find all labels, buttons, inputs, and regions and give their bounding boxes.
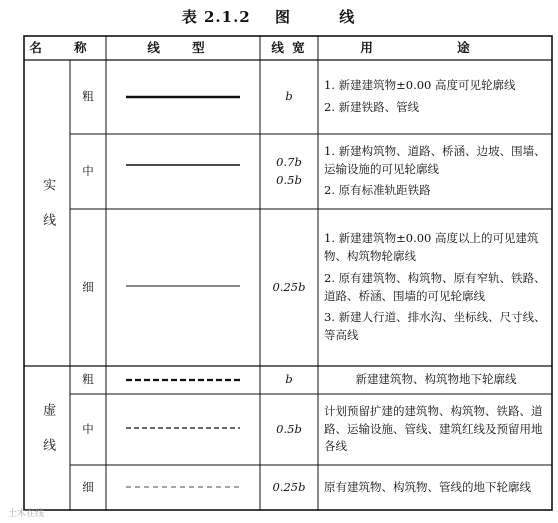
usage-cell <box>324 366 548 394</box>
usage-cell <box>324 465 548 510</box>
width-cell: 0.25b <box>272 279 306 294</box>
weight-cell: 中 <box>82 421 94 436</box>
table-number: 表 2.1.2 <box>181 8 251 26</box>
width-cell: 0.5b <box>276 421 302 436</box>
usage-item: 原有建筑物、构筑物、管线的地下轮廓线 <box>324 479 531 494</box>
watermark: 土木在线 <box>8 509 45 519</box>
width-value: 0.5b <box>276 172 302 187</box>
usage-cell <box>324 209 548 366</box>
table-title: 图 线 <box>274 8 377 26</box>
dashed-group <box>24 366 70 510</box>
weight-cell: 粗 <box>82 372 94 387</box>
width-cell: 0.25b <box>272 479 306 494</box>
header-usage: 用 途 <box>360 40 510 56</box>
solid-label: 实线 <box>40 178 56 248</box>
usage-item: 1. 新建建筑物±0.00 高度可见轮廓线 <box>324 78 516 93</box>
width-cell: b <box>285 372 293 387</box>
usage-item: 2. 原有建筑物、构筑物、原有窄轨、铁路、道路、桥涵、围墙的可见轮廓线 <box>324 270 546 303</box>
header-line-type: 线 型 <box>147 40 219 56</box>
usage-cell <box>324 60 548 134</box>
usage-cell <box>324 394 548 465</box>
usage-item: 2. 原有标准轨距铁路 <box>324 183 431 198</box>
usage-item: 2. 新建铁路、管线 <box>324 100 420 114</box>
usage-item: 3. 新建人行道、排水沟、坐标线、尺寸线、等高线 <box>324 310 546 343</box>
weight-cell: 细 <box>82 479 94 494</box>
width-cell: b <box>285 89 293 104</box>
width-cell <box>260 134 318 209</box>
dashed-label: 虚线 <box>40 403 56 473</box>
usage-cell <box>324 134 548 209</box>
usage-item: 1. 新建构筑物、道路、桥涵、边坡、围墙、运输设施的可见轮廓线 <box>324 143 546 176</box>
weight-cell: 粗 <box>82 89 94 104</box>
solid-group <box>24 60 70 366</box>
usage-item: 新建建筑物、构筑物地下轮廓线 <box>355 372 517 387</box>
weight-cell: 细 <box>82 279 94 294</box>
usage-item: 计划预留扩建的建筑物、构筑物、铁路、道路、运输设施、管线、建筑红线及预留用地各线 <box>324 403 543 454</box>
header-name: 名 称 <box>29 40 101 56</box>
header-line-width: 线 宽 <box>271 40 307 56</box>
width-value: 0.7b <box>276 154 302 169</box>
weight-cell: 中 <box>82 163 94 178</box>
usage-item: 1. 新建建筑物±0.00 高度以上的可见建筑物、构筑物轮廓线 <box>324 231 539 263</box>
